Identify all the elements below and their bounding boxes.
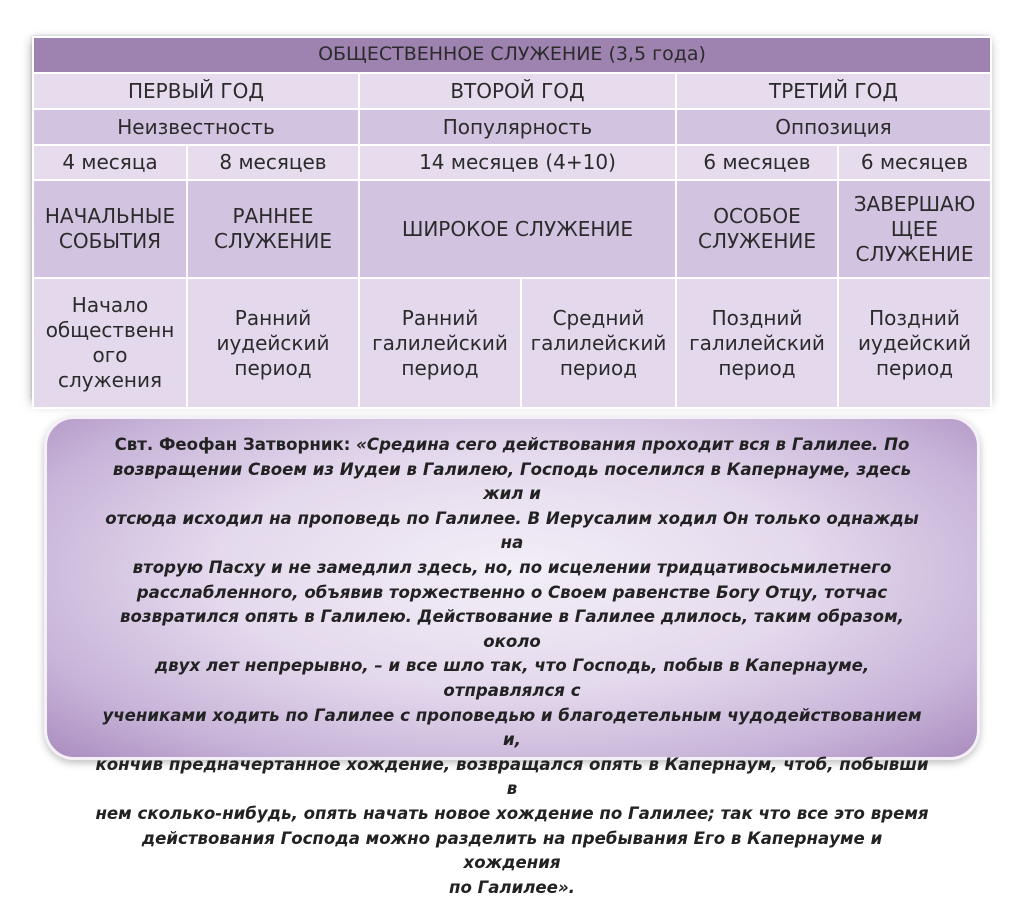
year-third: ТРЕТИЙ ГОД <box>676 73 991 109</box>
quote-line: по Галилее». <box>449 877 575 897</box>
months-cell: 14 месяцев (4+10) <box>359 145 676 180</box>
cell-line: ЗАВЕРШАЮ <box>853 191 976 216</box>
services-row <box>33 180 991 278</box>
service-cell-special <box>676 180 838 278</box>
year-name-first: Неизвестность <box>33 109 359 145</box>
cell-line: НАЧАЛЬНЫЕ <box>44 204 176 228</box>
cell-line: Средний <box>552 305 645 330</box>
quote-line: вторую Пасху и не замедлил здесь, но, по исцелении тридцативосьмилетнего <box>132 557 892 577</box>
months-cell: 8 месяцев <box>187 145 359 180</box>
cell-line: галилейский <box>689 330 825 355</box>
quote-line: нем сколько-нибудь, опять начать новое хождение по Галилее; так что все это время <box>95 803 929 823</box>
cell-line: иудейский <box>857 330 972 355</box>
period-cell-middle-galilean <box>521 278 676 408</box>
cell-line: ого <box>92 343 128 367</box>
quote-box <box>44 416 980 897</box>
quote-line: «Средина сего действования проходит вся в Галилее. По <box>356 435 910 454</box>
cell-line: Начало <box>71 293 149 317</box>
cell-line: ШИРОКОЕ СЛУЖЕНИЕ <box>401 216 634 241</box>
cell-line: галилейский <box>530 330 667 355</box>
ministry-table-container <box>32 36 990 400</box>
quote-line: возвращении Своем из Иудеи в Галилею, Господь поселился в Капернауме, здесь жил и <box>112 459 912 504</box>
period-cell-early-galilean <box>359 278 521 408</box>
months-cell: 6 месяцев <box>676 145 838 180</box>
year-second: ВТОРОЙ ГОД <box>359 73 676 109</box>
cell-line: ЩЕЕ <box>890 216 939 241</box>
table-title: ОБЩЕСТВЕННОЕ СЛУЖЕНИЕ (3,5 года) <box>33 37 991 73</box>
year-name-second: Популярность <box>359 109 676 145</box>
cell-line: Поздний <box>869 305 960 330</box>
cell-line: СЛУЖЕНИЕ <box>697 229 816 253</box>
cell-line: период <box>559 355 638 380</box>
cell-line: период <box>718 355 796 380</box>
periods-row <box>33 278 991 408</box>
cell-line: иудейский <box>216 330 330 355</box>
cell-line: период <box>401 355 479 380</box>
cell-line: общественн <box>45 318 175 342</box>
service-cell-final <box>838 180 991 278</box>
period-cell-late-judean <box>838 278 991 408</box>
service-cell-early <box>187 180 359 278</box>
year-names-row <box>33 109 991 145</box>
quote-line: кончив предначертанное хождение, возвращался опять в Капернаум, чтоб, побывши в <box>95 754 929 799</box>
cell-line: Ранний <box>401 305 479 330</box>
quote-text <box>93 433 931 900</box>
table-title-row <box>33 37 991 73</box>
months-cell: 6 месяцев <box>838 145 991 180</box>
cell-line: Поздний <box>711 305 803 330</box>
ministry-table <box>32 36 992 409</box>
quote-line: учениками ходить по Галилее с проповедью и благодетельным чудодействованием и, <box>102 705 922 750</box>
years-row <box>33 73 991 109</box>
quote-line: отсюда исходил на проповедь по Галилее. В Иерусалим ходил Он только однажды на <box>105 508 919 553</box>
quote-author: Свт. Феофан Затворник: <box>114 435 357 454</box>
service-cell-wide <box>359 180 676 278</box>
cell-line: ОСОБОЕ <box>713 204 801 228</box>
quote-line: расслабленного, объявив торжественно о Своем равенстве Богу Отцу, тотчас <box>136 582 888 602</box>
period-cell-late-galilean <box>676 278 838 408</box>
quote-line: возвратился опять в Галилею. Действование в Галилее длилось, таким образом, около <box>120 607 904 651</box>
cell-line: период <box>234 355 312 380</box>
quote-line: двух лет непрерывно, – и все шло так, что Господь, побыв в Капернауме, отправлялся с <box>154 656 870 700</box>
cell-line: РАННЕЕ <box>232 204 314 228</box>
quote-line: действования Господа можно разделить на пребывания Его в Капернауме и хождения <box>141 828 883 873</box>
year-name-third: Оппозиция <box>676 109 991 145</box>
year-first: ПЕРВЫЙ ГОД <box>33 73 359 109</box>
cell-line: галилейский <box>372 330 508 355</box>
cell-line: СЛУЖЕНИЕ <box>855 241 974 266</box>
service-cell-initial <box>33 180 187 278</box>
cell-line: СОБЫТИЯ <box>58 229 162 253</box>
cell-line: Ранний <box>234 305 312 330</box>
months-cell: 4 месяца <box>33 145 187 180</box>
months-row <box>33 145 991 180</box>
period-cell-early-judean <box>187 278 359 408</box>
cell-line: период <box>875 355 954 380</box>
cell-line: служения <box>57 368 163 392</box>
cell-line: СЛУЖЕНИЕ <box>213 229 332 253</box>
period-cell-start <box>33 278 187 408</box>
